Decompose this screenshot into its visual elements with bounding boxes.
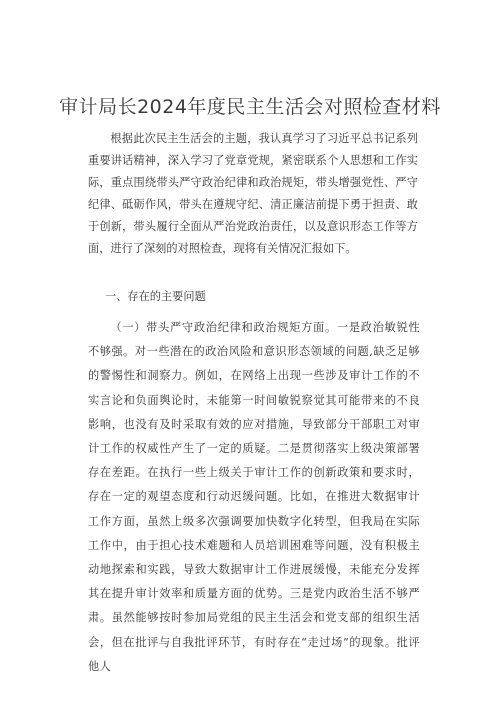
section-heading: 一、存在的主要问题 [105,290,206,303]
document-title: 审计局长2024年度民主生活会对照检查材料 [59,96,441,118]
body-paragraph: （一）带头严守政治纪律和政治规矩方面。一是政治敏锐性不够强。对一些潜在的政治风险和意识形态领域的问题,缺乏足够的警惕性和洞察力。例如，在网络上出现一些涉及审计工作的不实言论和负面舆论时，未能第一时间敏锐察觉其可能带来的不良影响，也没有及时采取有效的应对措施，导致部分干部职工对审计工作的权威性产生了一定的质疑。二是贯彻落实上级决策部署存在差距。在执行一些上级关于审计工作的创新政策和要求时，存在一定的观望态度和行动迟缓问题。比如，在推进大数据审计工作方面，虽然上级多次强调要加快数字化转型，但我局在实际工作中，由于担心技术难题和人员培训困难等问题，没有积极主动地探索和实践，导致大数据审计工作进展缓慢，未能充分发挥其在提升审计效率和质量方面的优势。三是党内政治生活不够严肃。虽然能够按时参加局党组的民主生活会和党支部的组织生活会，但在批评与自我批评环节，有时存在“走过场”的现象。批评他人 [88,321,420,673]
intro-paragraph: 根据此次民主生活会的主题，我认真学习了习近平总书记系列重要讲话精神，深入学习了党章党规，紧密联系个人思想和工作实际，重点围绕带头严守政治纪律和政治规矩，带头增强党性、严守纪律、砥砺作风，带头在遵规守纪、清正廉洁前提下勇于担责、敢于创新，带头履行全面从严治党政治责任，以及意识形态工作等方面，进行了深刻的对照检查，现将有关情况汇报如下。 [88,132,418,255]
